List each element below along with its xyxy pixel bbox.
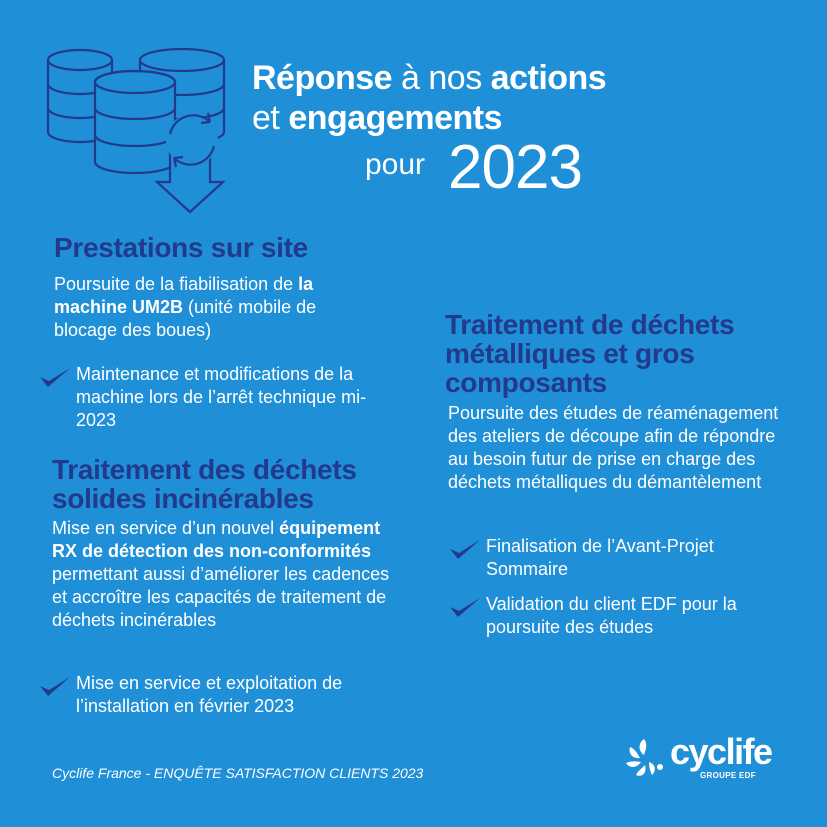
title-pour: pour — [365, 148, 426, 181]
text-bold: la machine UM2B — [54, 274, 314, 317]
check-item-onsite — [38, 363, 398, 432]
text-part: Mise en service d’un nouvel — [52, 518, 280, 538]
text-part: Poursuite de la fiabilisation de — [54, 274, 299, 294]
check-item-metal-1 — [448, 535, 778, 581]
footer-text: Cyclife France - ENQUÊTE SATISFACTION CLIENTS 2023 — [52, 765, 424, 781]
logo-name: cyclife — [670, 731, 772, 772]
section-heading-solid: Traitement des déchets solides incinérables — [52, 454, 357, 514]
section-text-metal: Poursuite des études de réaménagement des ateliers de découpe afin de répondre au besoin futur de prise en charge des déchets métalliques du démantèlement — [448, 403, 779, 492]
title-actions: actions — [490, 59, 607, 97]
cyclife-logo — [624, 731, 772, 783]
logo-subtitle: GROUPE EDF — [700, 771, 756, 780]
check-item-label: Mise en service et exploitation de l’installation en février 2023 — [76, 673, 343, 716]
title-a-nos: à nos — [392, 59, 491, 97]
checkmark-icon — [38, 674, 72, 700]
check-item-label: Finalisation de l’Avant-Projet Sommaire — [486, 536, 714, 579]
text-part: permettant aussi d’améliorer les cadences et accroître les capacités de traitement de déchets incinérables — [52, 564, 390, 630]
checkmark-icon — [448, 595, 482, 621]
section-text-onsite — [54, 273, 384, 342]
title-year: 2023 — [448, 133, 582, 202]
check-item-solid — [38, 672, 398, 718]
section-heading-onsite: Prestations sur site — [54, 232, 308, 263]
logo-mark-icon — [624, 737, 668, 779]
database-sync-icon — [40, 42, 230, 217]
section-text-solid — [52, 517, 402, 632]
check-item-metal-2 — [448, 593, 778, 639]
section-heading-metal: Traitement de déchets métalliques et gros composants — [445, 309, 735, 398]
title-engagements: engagements — [288, 99, 502, 137]
checkmark-icon — [38, 365, 72, 391]
title-reponse: Réponse — [252, 59, 393, 97]
check-item-label: Validation du client EDF pour la poursuite des études — [486, 594, 737, 637]
check-item-label: Maintenance et modifications de la machine lors de l’arrêt technique mi-2023 — [76, 364, 367, 430]
text-part: (unité mobile de blocage des boues) — [54, 297, 317, 340]
page-title — [252, 58, 672, 138]
text-bold: équipement RX de détection des non-conformités — [52, 518, 381, 561]
title-et: et — [252, 99, 289, 137]
checkmark-icon — [448, 537, 482, 563]
